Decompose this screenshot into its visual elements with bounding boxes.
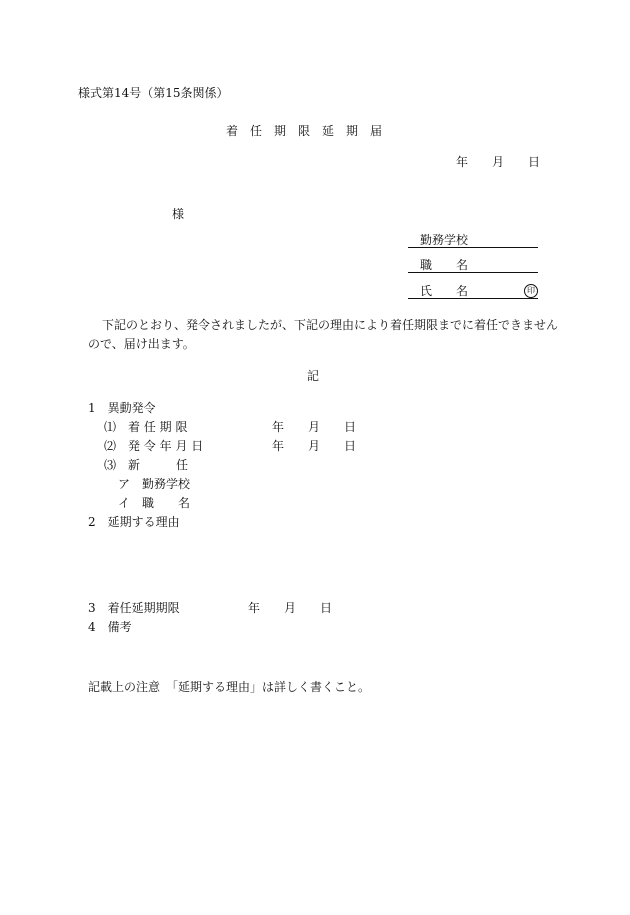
seal-mark: 印 <box>524 284 538 298</box>
ki-heading: 記 <box>307 369 320 383</box>
item3-date: 年 月 日 <box>248 601 333 615</box>
sender-position-label: 職 名 <box>420 258 469 272</box>
form-number: 様式第14号（第15条関係） <box>78 86 229 100</box>
item1-sub3b: イ 職 名 <box>118 496 191 510</box>
item1-sub2-label: ⑵ 発 令 年 月 日 <box>104 439 204 453</box>
item1-sub1-label: ⑴ 着 任 期 限 <box>104 420 188 434</box>
item4-label: 4 備考 <box>88 620 132 634</box>
sender-school-label: 勤務学校 <box>420 233 469 247</box>
sender-school-line <box>408 247 538 248</box>
sender-name-line <box>408 298 538 299</box>
submission-date: 年 月 日 <box>456 155 541 169</box>
form-title: 着 任 期 限 延 期 届 <box>226 124 383 138</box>
item2-label: 2 延期する理由 <box>88 515 180 529</box>
addressee-suffix: 様 <box>172 207 185 221</box>
item1-sub1-date: 年 月 日 <box>272 420 357 434</box>
intro-line-2: ので、届け出ます。 <box>88 337 195 351</box>
item1-sub3a: ア 勤務学校 <box>118 477 191 491</box>
sender-name-label: 氏 名 <box>420 284 469 298</box>
note: 記載上の注意 「延期する理由」は詳しく書くこと。 <box>88 680 371 694</box>
item1-label: 1 異動発令 <box>88 401 156 415</box>
item1-sub3-label: ⑶ 新 任 <box>104 458 189 472</box>
item3-label: 3 着任延期期限 <box>88 601 180 615</box>
item1-sub2-date: 年 月 日 <box>272 439 357 453</box>
intro-line-1: 下記のとおり、発令されましたが、下記の理由により着任期限までに着任できません <box>102 318 559 332</box>
sender-position-line <box>408 272 538 273</box>
